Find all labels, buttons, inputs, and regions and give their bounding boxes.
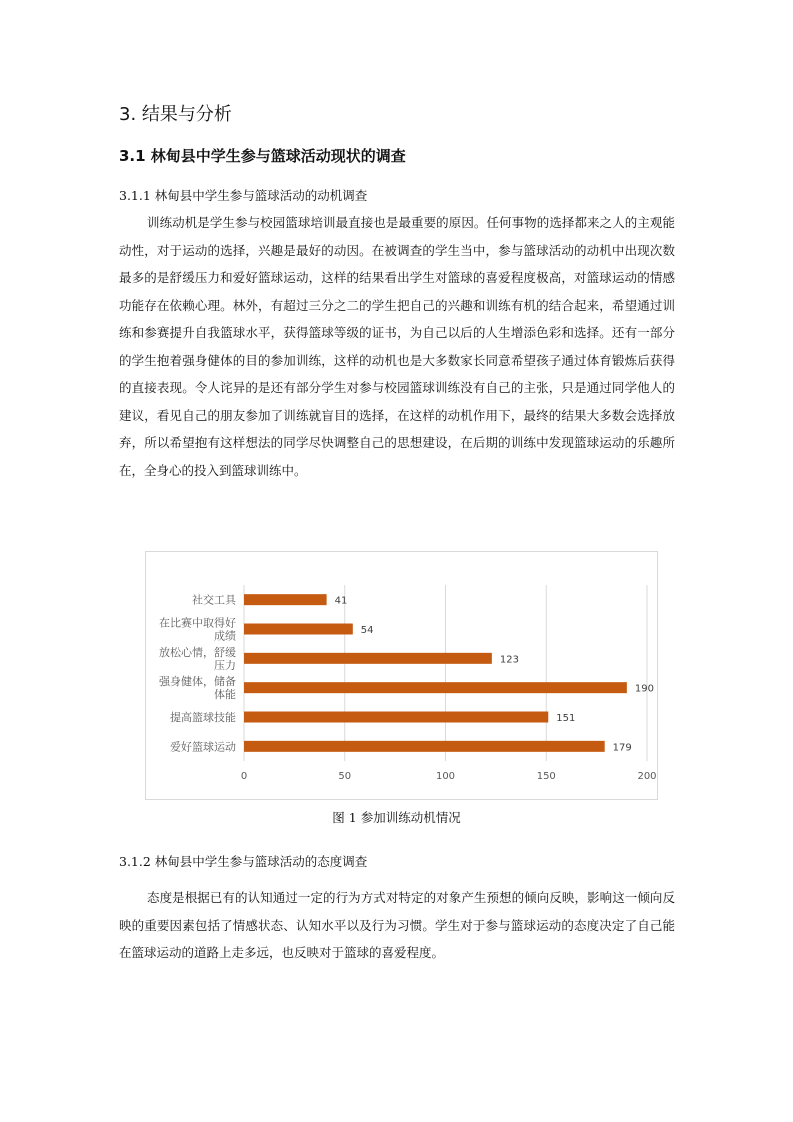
x-tick-label: 100 xyxy=(435,771,456,782)
subsubsection-title-motivation: 3.1.1 林甸县中学生参与篮球活动的动机调查 xyxy=(119,188,368,203)
x-tick-label: 0 xyxy=(240,771,248,782)
x-tick-label: 50 xyxy=(338,771,352,782)
chart-svg xyxy=(146,552,659,801)
data-label: 123 xyxy=(499,654,519,666)
bar xyxy=(244,682,627,693)
category-label: 社交工具 xyxy=(192,593,236,607)
x-tick-label: 150 xyxy=(536,771,556,782)
paragraph-motivation: 训练动机是学生参与校园篮球培训最直接也是最重要的原因。任何事物的选择都来之人的主观能动性，对于运动的选择，兴趣是最好的动因。在被调查的学生当中，参与篮球活动的动机中出现次数最多的是舒缓压力和爱好篮球运动，这样的结果看出学生对篮球的喜爱程度极高，对篮球运动的情感功能存在依赖心理。林外，有超过三分之二的学生把自己的兴趣和训练有机的结合起来，希望通过训练和参赛提升自我篮球水平，获得篮球等级的证书，为自己以后的人生增添色彩和选择。还有一部分的学生抱着强身健体的目的参加训练，这样的动机也是大多数家长同意希望孩子通过体育锻炼后获得的直接表现。令人诧异的是还有部分学生对参与校园篮球训练没有自己的主张，只是通过同学他人的建议，看见自己的朋友参加了训练就盲目的选择，在这样的动机作用下，最终的结果大多数会选择放弃，所以希望抱有这样想法的同学尽快调整自己的思想建设，在后期的训练中发现篮球运动的乐趣所在，全身心的投入到篮球训练中。 xyxy=(119,215,675,478)
data-label: 179 xyxy=(612,742,632,754)
section-title: 3. 结果与分析 xyxy=(119,104,232,125)
bar xyxy=(244,594,327,605)
bar xyxy=(244,624,353,635)
category-label: 提高篮球技能 xyxy=(170,711,236,724)
category-label: 成绩 xyxy=(214,629,236,643)
category-label: 爱好篮球运动 xyxy=(170,740,236,754)
category-label: 强身健体，储备 xyxy=(159,675,236,689)
subsection-title: 3.1 林甸县中学生参与篮球活动现状的调查 xyxy=(119,147,406,165)
data-label: 54 xyxy=(360,625,374,636)
data-label: 41 xyxy=(334,595,348,607)
category-label: 体能 xyxy=(214,688,236,702)
motivation-bar-chart xyxy=(145,551,658,800)
subsubsection-title-attitude: 3.1.2 林甸县中学生参与篮球活动的态度调查 xyxy=(119,854,368,869)
data-label: 151 xyxy=(556,713,576,724)
x-tick-label: 200 xyxy=(637,771,657,782)
category-label: 放松心情，舒缓 xyxy=(159,645,236,659)
bar xyxy=(244,741,605,752)
figure-caption: 图 1 参加训练动机情况 xyxy=(332,810,461,825)
category-label: 压力 xyxy=(214,658,236,672)
data-label: 190 xyxy=(634,683,654,695)
paragraph-attitude: 态度是根据已有的认知通过一定的行为方式对特定的对象产生预想的倾向反映，影响这一倾向反映的重要因素包括了情感状态、认知水平以及行为习惯。学生对于参与篮球运动的态度决定了自己能在篮球运动的道路上走多远，也反映对于篮球的喜爱程度。 xyxy=(119,890,675,960)
bar xyxy=(244,712,548,723)
bar xyxy=(244,653,492,664)
category-label: 在比赛中取得好 xyxy=(159,616,236,630)
